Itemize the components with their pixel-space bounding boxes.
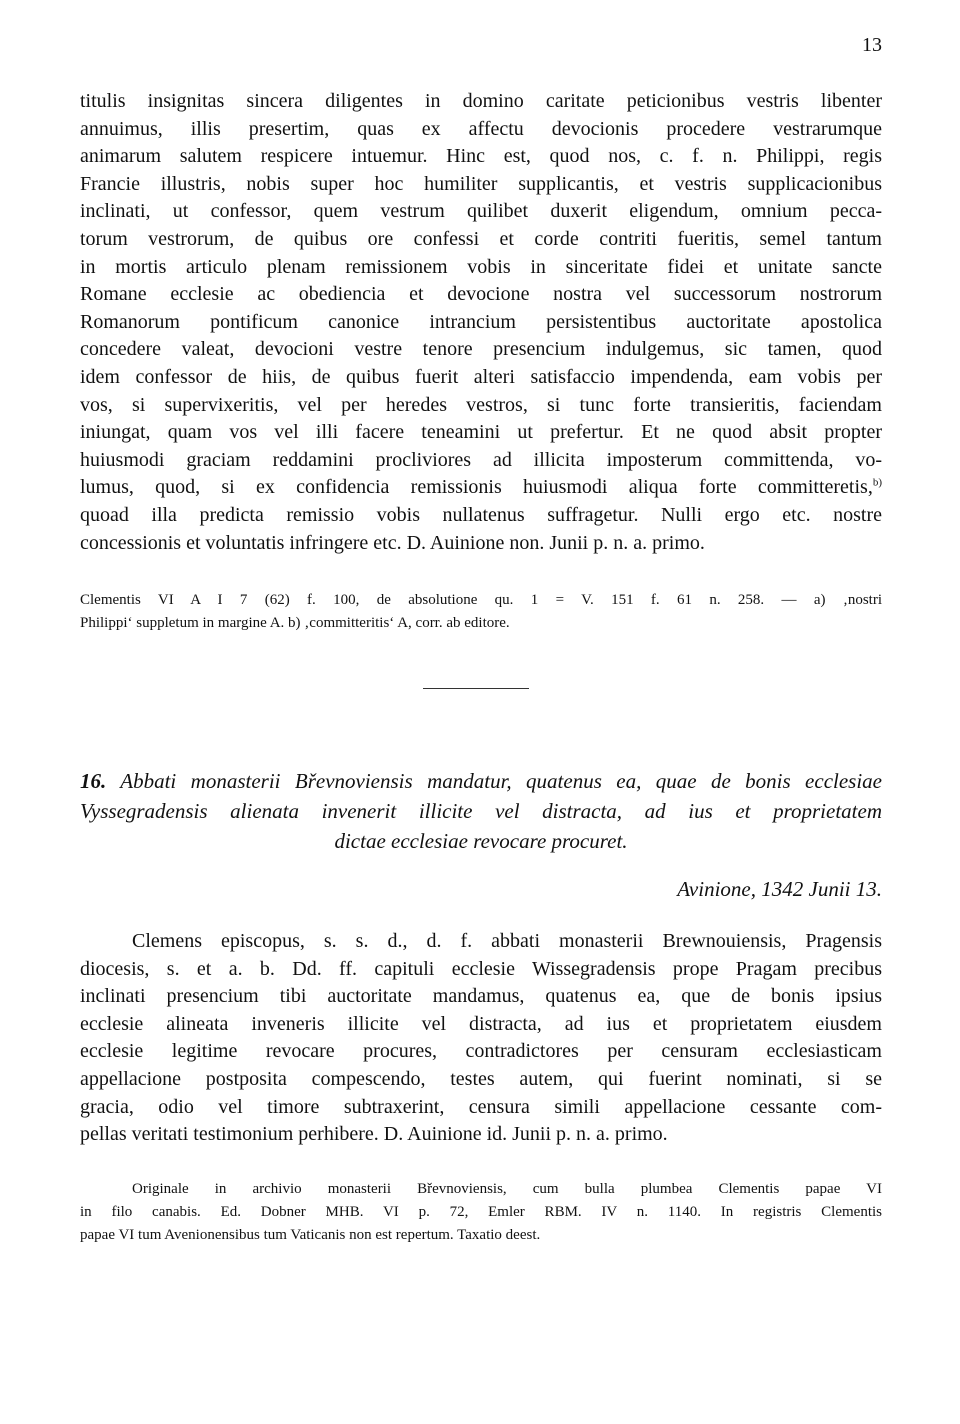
note-line: Clementis VI A I 7 (62) f. 100, de absolutione qu. 1 = V. 151 f. 61 n. 258. — a) ‚nostri — [80, 592, 882, 608]
text-line: ecclesie alineata inveneris illicite vel distracta, ad ius et proprietatem eiusdem — [80, 1012, 882, 1035]
text-line: annuimus, illis presertim, quas ex affectu devocionis procedere vestrarumque — [80, 117, 882, 140]
document-date — [80, 876, 882, 904]
heading-line: Vyssegradensis alienata invenerit illicite vel distracta, ad ius et proprietatem — [80, 799, 882, 823]
apparatus-note — [80, 589, 882, 635]
heading-line — [80, 766, 882, 796]
document-number: 16. — [80, 769, 107, 793]
section-separator — [423, 688, 529, 689]
page-number: 13 — [862, 34, 882, 56]
text-line-with-footnote — [80, 474, 882, 502]
letter-text — [80, 928, 882, 1149]
text-line: huiusmodi graciam reddamini procliviores ad illicita imposterum committenda, vo- — [80, 448, 882, 471]
text-line: idem confessor de hiis, de quibus fuerit alteri satisfaccio impendenda, eam vobis per — [80, 365, 882, 388]
text-line: in mortis articulo plenam remissionem vobis in sinceritate fidei et unitate sancte — [80, 255, 882, 278]
text-line: Clemens episcopus, s. s. d., d. f. abbati monasterii Brewnouiensis, Pragensis — [132, 930, 882, 952]
note-line: in filo canabis. Ed. Dobner MHB. VI p. 72, Emler RBM. IV n. 1140. In registris Clementis — [80, 1204, 882, 1220]
text-line: Romanorum pontificum canonice intrancium persistentibus auctoritate apostolica — [80, 310, 882, 333]
text-line: inclinati presencium tibi auctoritate mandamus, quatenus ea, que de bonis ipsius — [80, 985, 882, 1008]
source-note — [80, 1178, 882, 1247]
heading-line: dictae ecclesiae revocare procuret. — [334, 829, 628, 853]
text-line: vos, si supervixeritis, vel per heredes vestros, si tunc forte transieritis, faciendam — [80, 393, 882, 416]
text-line: diocesis, s. et a. b. Dd. ff. capituli ecclesie Wissegradensis prope Pragam precibus — [80, 957, 882, 980]
date-line: Avinione, 1342 Junii 13. — [677, 877, 882, 901]
text-line: Francie illustris, nobis super hoc humiliter supplicantis, et vestris supplicacionibus — [80, 172, 882, 195]
text-line: iniungat, quam vos vel illi facere teneamini ut prefertur. Et ne quod absit propter — [80, 421, 882, 444]
text-line: appellacione postposita compescendo, testes autem, qui fuerint nominati, si se — [80, 1067, 882, 1090]
text-line: concedere valeat, devocioni vestre tenore presencium indulgemus, sic tamen, quod — [80, 338, 882, 361]
heading-text: Abbati monasterii Břevnoviensis mandatur, quatenus ea, quae de bonis ecclesiae — [120, 769, 882, 793]
text-line: gracia, odio vel timore subtraxerint, censura simili appellacione cessante com- — [80, 1095, 882, 1118]
text-line: titulis insignitas sincera diligentes in domino caritate peticionibus vestris libenter — [80, 90, 882, 112]
text-line: quoad illa predicta remissio vobis nullatenus suffragetur. Nulli ergo etc. nostre — [80, 503, 882, 526]
text-line: pellas veritati testimonium perhibere. D. Auinione id. Junii p. n. a. primo. — [80, 1123, 668, 1146]
note-line: papae VI tum Avenionensibus tum Vaticanis non est repertum. Taxatio deest. — [80, 1227, 541, 1243]
note-line: Philippi‘ suppletum in margine A. b) ‚committeritis‘ A, corr. ab editore. — [80, 615, 510, 631]
text-segment: lumus, quod, si ex confidencia remissionis huiusmodi aliqua forte committeretis, — [80, 476, 873, 499]
note-line: Originale in archivio monasterii Břevnoviensis, cum bulla plumbea Clementis papae VI — [132, 1181, 882, 1197]
footnote-marker: b) — [872, 476, 882, 489]
previous-document-text — [80, 88, 882, 557]
text-line: inclinati, ut confessor, quem vestrum quilibet duxerit eligendum, omnium pecca- — [80, 200, 882, 223]
text-line: animarum salutem respicere intuemur. Hinc est, quod nos, c. f. n. Philippi, regis — [80, 145, 882, 168]
document-heading — [80, 766, 882, 856]
text-line: Romane ecclesie ac obediencia et devocione nostra vel successorum nostrorum — [80, 283, 882, 306]
text-line: torum vestrorum, de quibus ore confessi et corde contriti fueritis, semel tantum — [80, 227, 882, 250]
text-line: concessionis et voluntatis infringere etc. D. Auinione non. Junii p. n. a. primo. — [80, 531, 705, 554]
text-line: ecclesie legitime revocare procures, contradictores per censuram ecclesiasticam — [80, 1040, 882, 1063]
